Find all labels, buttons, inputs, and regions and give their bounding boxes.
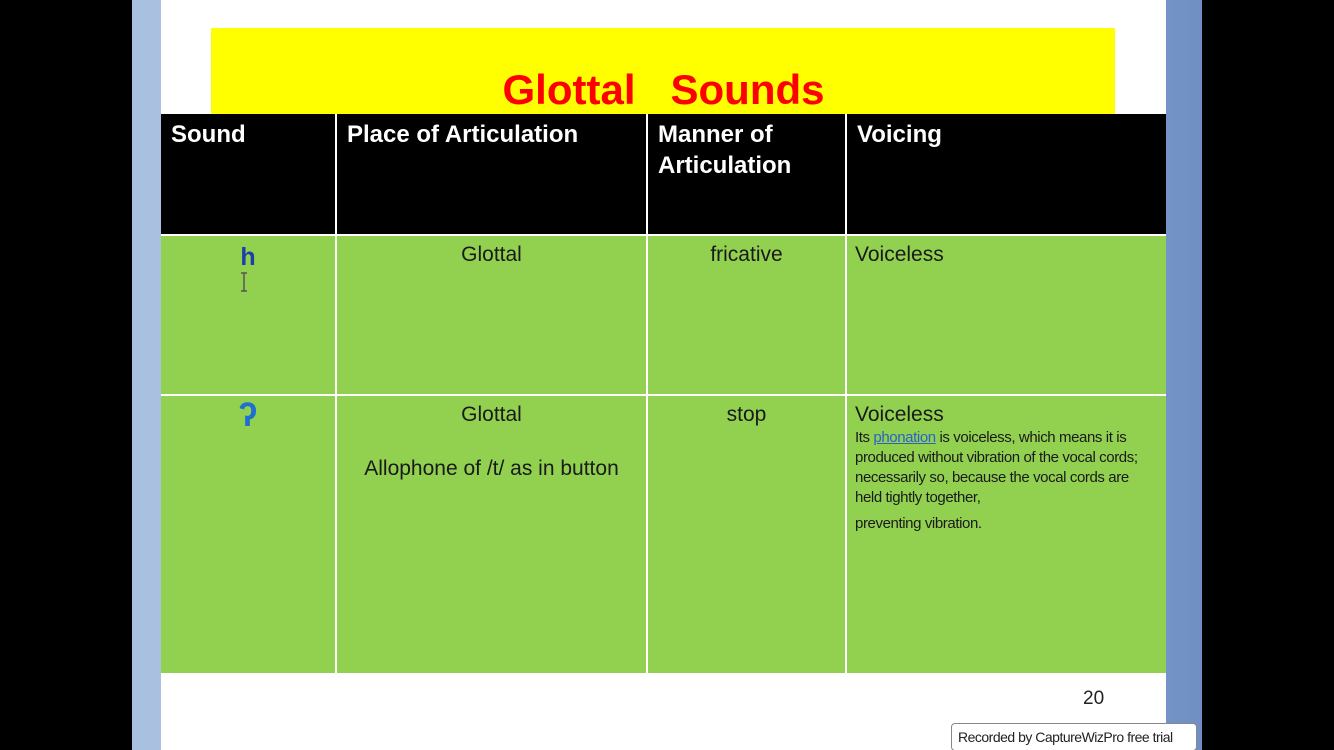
phonation-link[interactable]: phonation xyxy=(873,429,936,446)
table-row-2-voicing xyxy=(847,396,1166,675)
table-row-2-place xyxy=(337,396,648,675)
text-cursor-icon xyxy=(239,272,249,292)
description-tail: preventing vibration. xyxy=(855,515,982,532)
sound-symbol-h: h xyxy=(240,243,256,271)
table-row-2-manner: stop xyxy=(648,396,847,675)
header-sound: Sound xyxy=(161,114,337,236)
table-row-2-sound xyxy=(161,396,337,675)
allophone-note: Allophone of /t/ as in button xyxy=(364,457,619,480)
slide-title: Glottal Sounds xyxy=(502,66,825,113)
voicing-description xyxy=(855,428,1158,534)
recorder-watermark: Recorded by CaptureWizPro free trial xyxy=(951,723,1197,750)
slide xyxy=(161,0,1166,750)
table-row-1-place: Glottal xyxy=(337,236,648,396)
glottal-sounds-table xyxy=(161,114,1166,675)
description-prefix: Its xyxy=(855,429,874,446)
table-row-1-voicing: Voiceless xyxy=(847,236,1166,396)
description-body: is voiceless, which means it is produced without vibration of the vocal cords; necessarily so, because the vocal cords are held tightly together, xyxy=(855,429,1138,506)
page-number: 20 xyxy=(1083,688,1105,709)
voicing-label: Voiceless xyxy=(855,403,944,426)
table-row-1-manner: fricative xyxy=(648,236,847,396)
place-label: Glottal xyxy=(461,403,522,426)
header-manner: Manner of Articulation xyxy=(648,114,847,236)
sound-symbol-glottal-stop: ʔ xyxy=(238,396,258,434)
table-row-1-sound xyxy=(161,236,337,396)
header-place: Place of Articulation xyxy=(337,114,648,236)
header-voicing: Voicing xyxy=(847,114,1166,236)
